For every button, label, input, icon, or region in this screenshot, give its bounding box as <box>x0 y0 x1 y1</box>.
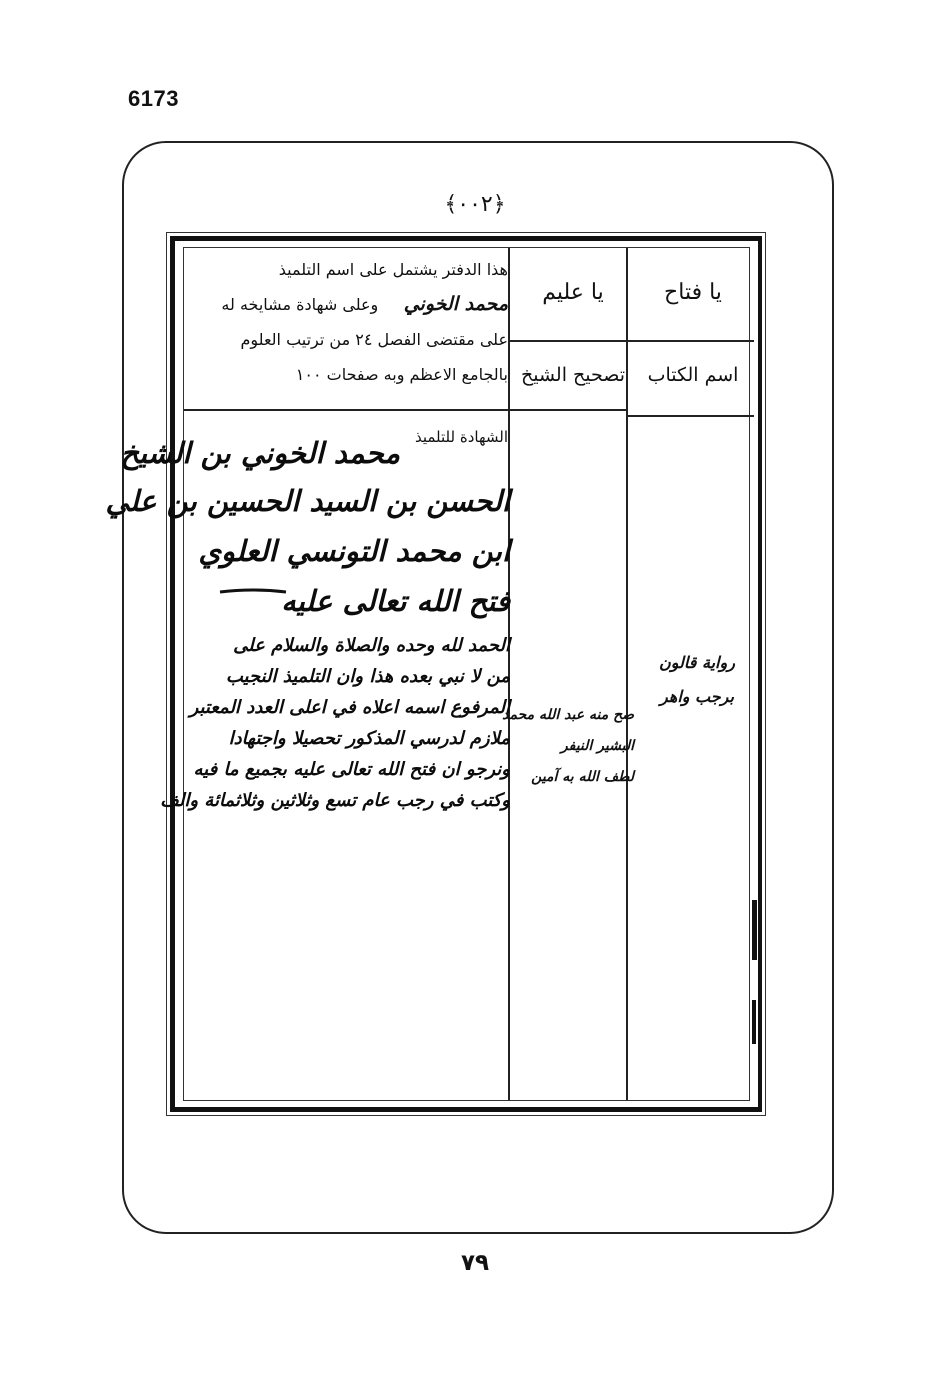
certificate-big-line: محمد الخوني بن الشيخ <box>120 436 400 470</box>
certificate-line: المرفوع اسمه اعلاه في اعلى العدد المعتبر <box>189 697 510 718</box>
row-divider <box>626 340 754 342</box>
header-line: بالجامع الاعظم وبه صفحات ١٠٠ <box>295 365 508 384</box>
book-note-line: برجب واهر <box>660 687 734 706</box>
certificate-line: ونرجو ان فتح الله تعالى عليه بجميع ما فيه <box>193 759 510 780</box>
header-line: على مقتضى الفصل ٢٤ من ترتيب العلوم <box>240 330 508 349</box>
sheet-number: ﴿٠٠٢﴾ <box>444 192 506 217</box>
ink-mark <box>752 900 757 960</box>
sheikh-signature-note <box>502 700 634 793</box>
certificate-body <box>160 630 510 816</box>
book-name-label: اسم الكتاب <box>647 364 739 386</box>
row-divider <box>508 340 626 342</box>
opener-left-label: يا فتاح <box>664 280 722 305</box>
certificate-line: وكتب في رجب عام تسع وثلاثين وثلاثمائة والف <box>160 790 510 811</box>
student-name-handwritten: محمد الخوني <box>403 293 508 315</box>
header-line: وعلى شهادة مشايخه له <box>221 295 379 314</box>
book-note-line: رواية قالون <box>659 653 735 672</box>
pen-flourish <box>218 586 288 596</box>
certificate-big-line: الحسن بن السيد الحسين بن علي <box>105 484 510 518</box>
certificate-name-line-1 <box>120 428 400 478</box>
page-number: ٧٩ <box>460 1250 490 1276</box>
header-line: هذا الدفتر يشتمل على اسم التلميذ <box>278 260 508 279</box>
certificate-line: من لا نبي بعده هذا وان التلميذ النجيب <box>225 666 510 687</box>
certificate-line: ملازم لدرسي المذكور تحصيلا واجتهادا <box>228 728 510 749</box>
row-divider <box>508 409 626 411</box>
certificate-name-block <box>105 476 510 626</box>
certificate-big-line: ابن محمد التونسي العلوي <box>198 534 510 568</box>
sheikh-note-line: البشير النيفر <box>560 738 634 754</box>
certificate-title: الشهادة للتلميذ <box>414 428 508 446</box>
certificate-line: الحمد لله وحده والصلاة والسلام على <box>233 635 510 656</box>
book-note <box>636 646 758 714</box>
header-line-with-name <box>196 287 508 322</box>
certificate-big-line: فتح الله تعالى عليه <box>281 584 510 618</box>
row-divider <box>626 415 754 417</box>
row-divider <box>184 409 508 411</box>
sheikh-correction-label: تصحيح الشيخ <box>520 364 626 386</box>
register-header-text <box>196 252 508 392</box>
sheikh-note-line: لطف الله به آمين <box>531 769 634 785</box>
ink-mark <box>752 1000 756 1044</box>
sheikh-note-line: صح منه عبد الله محمد <box>502 707 634 723</box>
opener-middle-label: يا عليم <box>542 280 604 305</box>
catalog-number: 6173 <box>128 86 179 111</box>
